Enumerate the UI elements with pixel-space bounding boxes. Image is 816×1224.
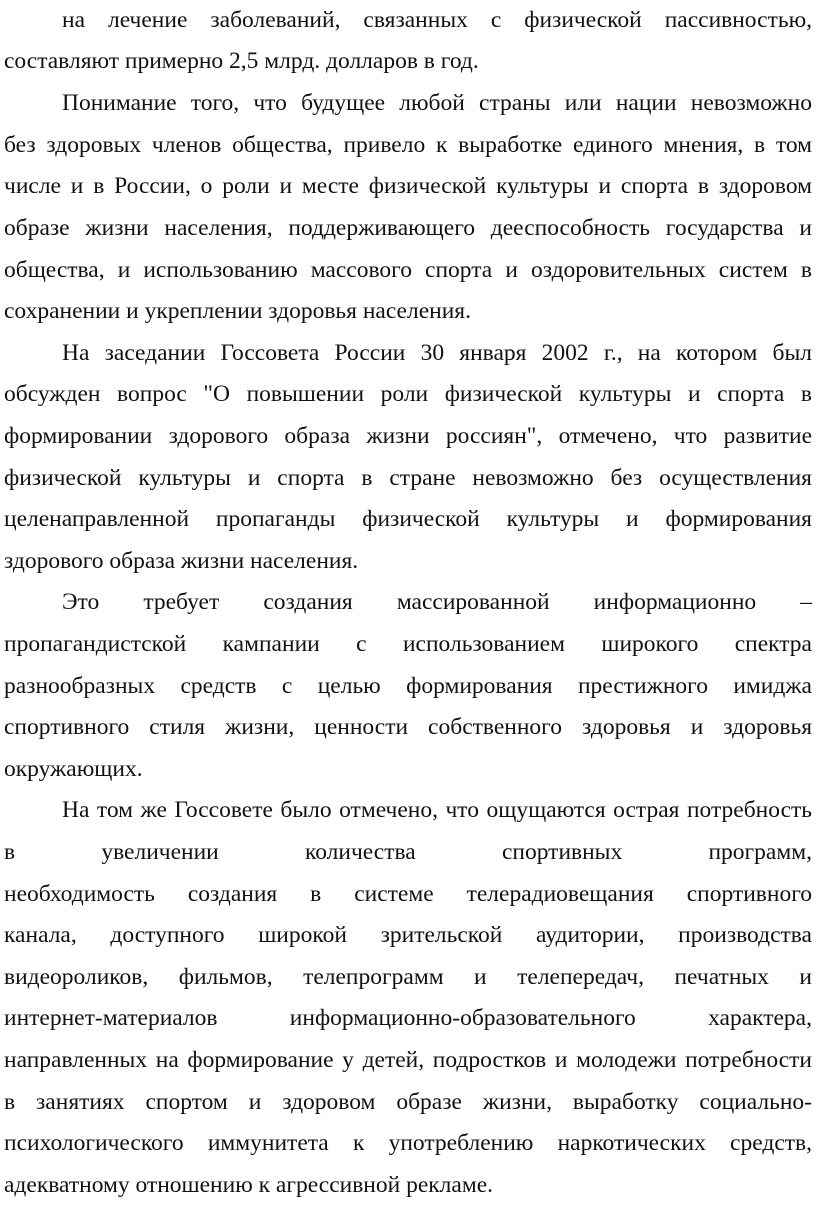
text-line: числе и в России, о роли и месте физической культуры и спорта в здоровом <box>4 173 812 199</box>
text-line: формировании здорового образа жизни россиян", отмечено, что развитие <box>4 423 812 449</box>
text-line: физической культуры и спорта в стране невозможно без осуществления <box>4 465 812 491</box>
text-line: разнообразных средств с целью формирования престижного имиджа <box>4 673 812 699</box>
text-line: здорового образа жизни населения. <box>4 548 359 574</box>
text-line: в увеличении количества спортивных программ, <box>4 839 812 865</box>
text-line: психологического иммунитета к употреблению наркотических средств, <box>4 1130 812 1156</box>
text-line: Это требует создания массированной информационно – <box>62 589 812 615</box>
text-line: Понимание того, что будущее любой страны или нации невозможно <box>62 90 812 116</box>
text-line: образе жизни населения, поддерживающего дееспособность государства и <box>4 215 812 241</box>
text-line: На заседании Госсовета России 30 января 2002 г., на котором был <box>62 340 812 366</box>
text-line: канала, доступного широкой зрительской аудитории, производства <box>4 922 812 948</box>
text-line: окружающих. <box>4 756 143 782</box>
text-line: целенаправленной пропаганды физической культуры и формирования <box>4 506 812 532</box>
text-line: адекватному отношению к агрессивной рекламе. <box>4 1172 494 1198</box>
text-line: общества, и использованию массового спорта и оздоровительных систем в <box>4 257 812 283</box>
text-line: интернет-материалов информационно-образовательного характера, <box>4 1005 812 1031</box>
text-line: в занятиях спортом и здоровом образе жизни, выработку социально- <box>4 1089 812 1115</box>
text-line: направленных на формирование у детей, подростков и молодежи потребности <box>4 1047 812 1073</box>
text-line: видеороликов, фильмов, телепрограмм и телепередач, печатных и <box>4 964 812 990</box>
text-line: спортивного стиля жизни, ценности собственного здоровья и здоровья <box>4 714 812 740</box>
text-line: сохранении и укреплении здоровья населения. <box>4 298 471 324</box>
text-line: без здоровых членов общества, привело к выработке единого мнения, в том <box>4 132 812 158</box>
text-line: пропагандистской кампании с использованием широкого спектра <box>4 631 812 657</box>
text-line: необходимость создания в системе телерадиовещания спортивного <box>4 881 812 907</box>
text-line: составляют примерно 2,5 млрд. долларов в год. <box>4 48 479 74</box>
text-line: обсужден вопрос "О повышении роли физической культуры и спорта в <box>4 381 812 407</box>
text-line: На том же Госсовете было отмечено, что ощущаются острая потребность <box>62 797 812 823</box>
text-line: на лечение заболеваний, связанных с физической пассивностью, <box>62 7 812 33</box>
